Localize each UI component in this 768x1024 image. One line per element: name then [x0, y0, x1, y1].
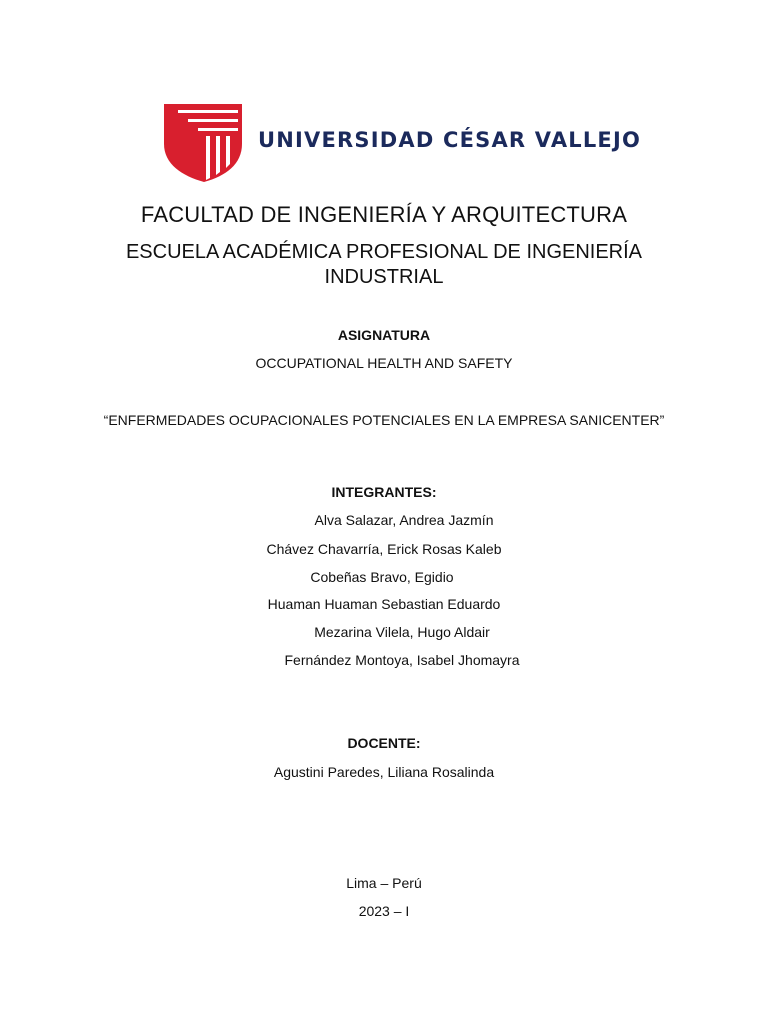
university-shield-icon	[160, 100, 246, 184]
university-wordmark: UNIVERSIDAD CÉSAR VALLEJO	[258, 128, 642, 152]
members-label: INTEGRANTES:	[331, 484, 437, 500]
member-name: Mezarina Vilela, Hugo Aldair	[314, 624, 490, 640]
period-text: 2023 – I	[358, 903, 410, 919]
subject-value: OCCUPATIONAL HEALTH AND SAFETY	[255, 355, 513, 371]
member-name: Fernández Montoya, Isabel Jhomayra	[284, 652, 520, 668]
member-name: Alva Salazar, Andrea Jazmín	[314, 512, 494, 528]
university-logo	[160, 100, 642, 184]
member-name: Huaman Huaman Sebastian Eduardo	[267, 596, 501, 612]
document-title: “ENFERMEDADES OCUPACIONALES POTENCIALES EN LA EMPRESA SANICENTER”	[103, 412, 665, 428]
teacher-name: Agustini Paredes, Liliana Rosalinda	[273, 764, 495, 780]
member-name: Cobeñas Bravo, Egidio	[310, 569, 454, 585]
subject-label: ASIGNATURA	[337, 327, 431, 343]
faculty-heading: FACULTAD DE INGENIERÍA Y ARQUITECTURA	[140, 202, 628, 227]
member-name: Chávez Chavarría, Erick Rosas Kaleb	[266, 541, 502, 557]
place-text: Lima – Perú	[346, 875, 422, 891]
teacher-label: DOCENTE:	[347, 735, 421, 751]
school-heading: ESCUELA ACADÉMICA PROFESIONAL DE INGENIERÍA INDUSTRIAL	[125, 241, 643, 288]
